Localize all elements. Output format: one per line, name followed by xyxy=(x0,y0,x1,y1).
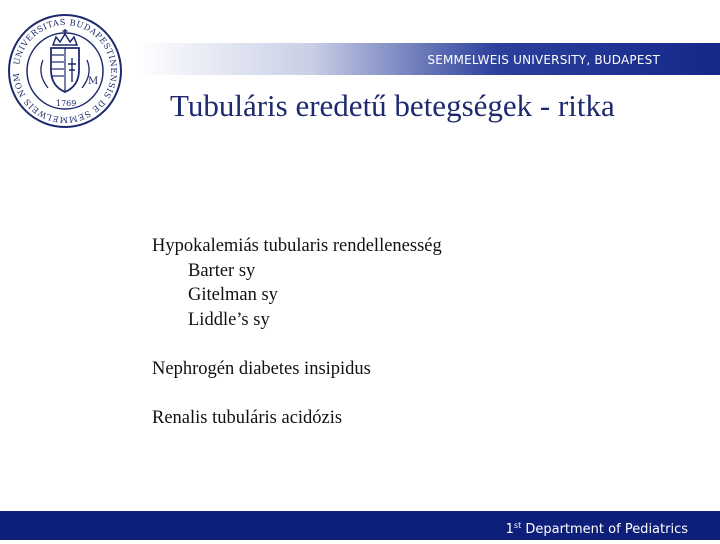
list-item: Renalis tubuláris acidózis xyxy=(152,407,343,428)
list-subitem: Barter sy xyxy=(188,260,256,281)
list-subitem: Liddle’s sy xyxy=(188,309,270,330)
department-number: 1 xyxy=(505,522,514,537)
slide-title: Tubuláris eredetű betegségek - ritka xyxy=(170,88,615,123)
department-label: Department of Pediatrics xyxy=(521,522,688,537)
university-seal-icon xyxy=(6,12,124,130)
university-name: SEMMELWEIS UNIVERSITY, BUDAPEST xyxy=(427,53,660,67)
list-subitem: Gitelman sy xyxy=(188,285,278,305)
footer-bar xyxy=(0,511,720,540)
svg-text:M: M xyxy=(88,76,99,87)
svg-text:1769: 1769 xyxy=(56,99,77,108)
header-bar xyxy=(135,43,720,75)
list-item: Nephrogén diabetes insipidus xyxy=(152,358,371,379)
slide-content xyxy=(152,234,672,430)
svg-text:UNIVERSITAS BUDAPESTINENSIS DE: UNIVERSITAS BUDAPESTINENSIS DE SEMMELWEIS NOM xyxy=(10,16,120,126)
department-ordinal: st xyxy=(513,521,522,530)
list-item: Hypokalemiás tubularis rendellenesség xyxy=(152,236,442,256)
department-name xyxy=(506,511,688,540)
